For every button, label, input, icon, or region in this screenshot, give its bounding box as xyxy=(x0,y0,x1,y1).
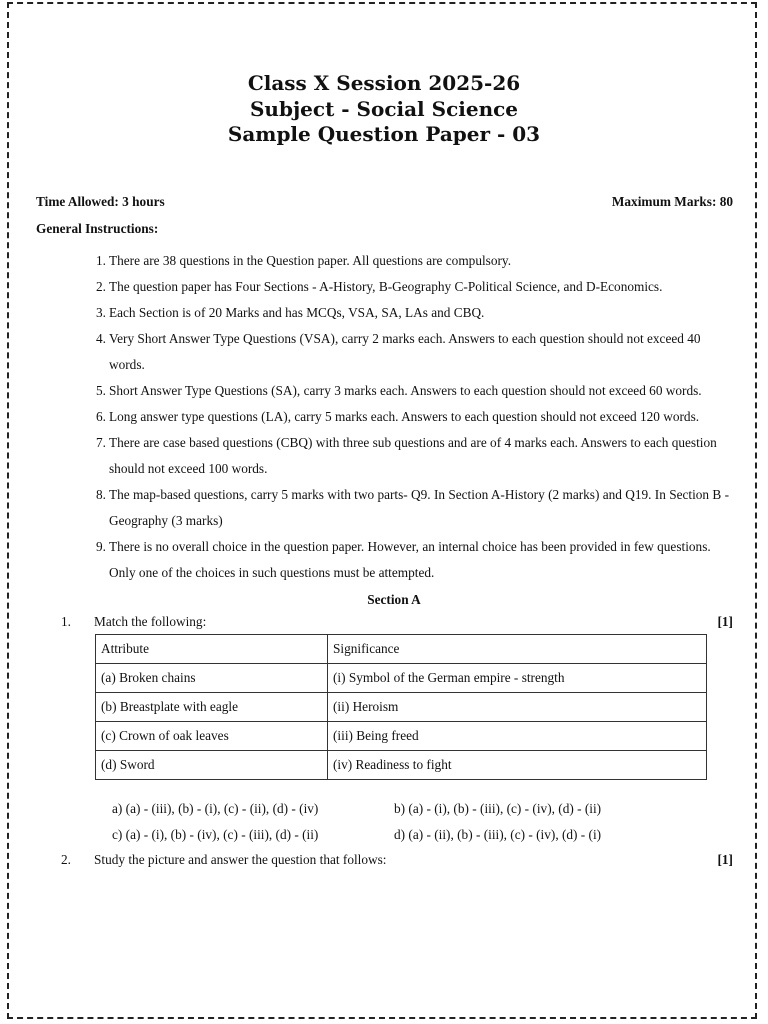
instruction-text: Short Answer Type Questions (SA), carry 3 marks each. Answers to each question should not exceed 60 words. xyxy=(109,383,702,398)
time-allowed: Time Allowed: 3 hours xyxy=(36,194,165,209)
instruction-text: Very Short Answer Type Questions (VSA), carry 2 marks each. Answers to each question should not exceed 40 words. xyxy=(109,331,701,372)
instruction-item xyxy=(96,326,736,378)
option-a[interactable]: a) (a) - (iii), (b) - (i), (c) - (ii), (d) - (iv) xyxy=(112,801,319,816)
table-row xyxy=(96,664,707,693)
table-cell: (d) Sword xyxy=(96,751,328,780)
table-cell: (b) Breastplate with eagle xyxy=(96,693,328,722)
question-2 xyxy=(61,852,733,870)
question-text: Match the following: xyxy=(94,614,207,629)
instruction-number: 4. xyxy=(96,331,106,346)
question-number: 1. xyxy=(61,614,71,629)
title-paper-number: Sample Question Paper - 03 xyxy=(227,122,541,146)
instruction-text: There is no overall choice in the question paper. However, an internal choice has been provided in few questions. Only one of the choices in such questions must be attempted. xyxy=(109,539,711,580)
instruction-number: 6. xyxy=(96,409,106,424)
instruction-text: The map-based questions, carry 5 marks with two parts- Q9. In Section A-History (2 marks) and Q19. In Section B -Geography (3 marks) xyxy=(109,487,730,528)
section-a-heading: Section A xyxy=(367,592,421,607)
instruction-item xyxy=(96,482,736,534)
table-cell: (iii) Being freed xyxy=(328,722,707,751)
instruction-number: 5. xyxy=(96,383,106,398)
question-marks: [1] xyxy=(717,852,733,867)
instruction-item xyxy=(96,430,736,482)
instruction-text: The question paper has Four Sections - A-History, B-Geography C-Political Science, and D-Economics. xyxy=(109,279,663,294)
maximum-marks: Maximum Marks: 80 xyxy=(611,194,733,209)
instruction-number: 1. xyxy=(96,253,106,268)
table-header-cell: Attribute xyxy=(96,635,328,664)
instructions-list xyxy=(96,248,736,586)
table-row xyxy=(96,693,707,722)
table-cell: (c) Crown of oak leaves xyxy=(96,722,328,751)
table-cell: (ii) Heroism xyxy=(328,693,707,722)
instruction-number: 3. xyxy=(96,305,106,320)
instruction-text: There are 38 questions in the Question paper. All questions are compulsory. xyxy=(109,253,512,268)
paper-title xyxy=(0,71,768,148)
table-cell: (iv) Readiness to fight xyxy=(328,751,707,780)
question-text: Study the picture and answer the question that follows: xyxy=(94,852,387,867)
instruction-text: Long answer type questions (LA), carry 5 marks each. Answers to each question should not exceed 120 words. xyxy=(109,409,700,424)
title-subject: Subject - Social Science xyxy=(249,96,519,121)
instruction-number: 9. xyxy=(96,539,106,554)
table-header-row xyxy=(96,635,707,664)
option-b[interactable]: b) (a) - (i), (b) - (iii), (c) - (iv), (d) - (ii) xyxy=(394,801,602,816)
question-number: 2. xyxy=(61,852,71,867)
general-instructions-heading: General Instructions: xyxy=(36,221,159,236)
table-header-cell: Significance xyxy=(328,635,707,664)
instruction-item xyxy=(96,378,736,404)
option-d[interactable]: d) (a) - (ii), (b) - (iii), (c) - (iv), (d) - (i) xyxy=(394,827,602,842)
instruction-number: 2. xyxy=(96,279,106,294)
instruction-text: Each Section is of 20 Marks and has MCQs, VSA, SA, LAs and CBQ. xyxy=(109,305,485,320)
instruction-item xyxy=(96,534,736,586)
title-class-session: Class X Session 2025-26 xyxy=(247,71,521,95)
instruction-item xyxy=(96,300,736,326)
table-cell: (i) Symbol of the German empire - strength xyxy=(328,664,707,693)
match-table xyxy=(95,634,707,780)
instruction-item xyxy=(96,248,736,274)
paper-meta xyxy=(36,194,733,212)
instruction-number: 7. xyxy=(96,435,106,450)
table-cell: (a) Broken chains xyxy=(96,664,328,693)
option-c[interactable]: c) (a) - (i), (b) - (iv), (c) - (iii), (d) - (ii) xyxy=(112,827,319,842)
instruction-number: 8. xyxy=(96,487,106,502)
instruction-item xyxy=(96,404,736,430)
instruction-text: There are case based questions (CBQ) with three sub questions and are of 4 marks each. Answers to each question should not exceed 100 words. xyxy=(109,435,717,476)
table-row xyxy=(96,722,707,751)
instruction-item xyxy=(96,274,736,300)
table-row xyxy=(96,751,707,780)
question-1 xyxy=(61,614,733,632)
question-marks: [1] xyxy=(717,614,733,629)
